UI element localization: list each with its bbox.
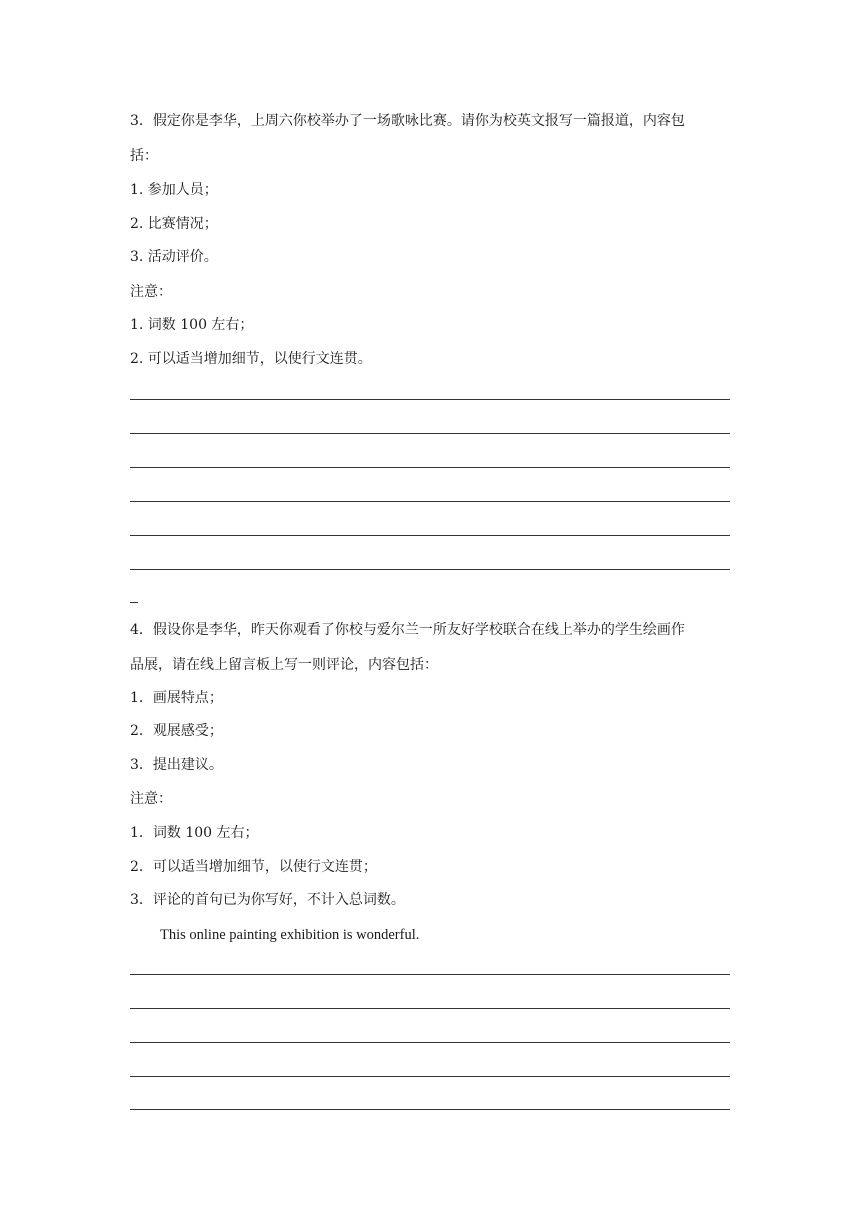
q4-note-1: 1．词数 100 左右； [130, 825, 259, 841]
q3-note-1: 1. 词数 100 左右； [130, 317, 254, 333]
q4-answer-line[interactable] [130, 1109, 730, 1110]
q4-prompt-line-1: 4．假设你是李华，昨天你观看了你校与爱尔兰一所友好学校联合在线上举办的学生绘画作 [130, 622, 685, 638]
q4-item-2: 2．观展感受； [130, 723, 223, 739]
q4-prompt-line-2: 品展，请在线上留言板上写一则评论，内容包括： [130, 657, 438, 673]
q4-answer-line[interactable] [130, 1076, 730, 1077]
q3-prompt-line-1: 3．假定你是李华，上周六你校举办了一场歌咏比赛。请你为校英文报写一篇报道，内容包 [130, 113, 685, 129]
q4-note-2: 2．可以适当增加细节，以使行文连贯； [130, 859, 377, 875]
q3-note-2: 2. 可以适当增加细节，以使行文连贯。 [130, 351, 372, 367]
q4-answer-line[interactable] [130, 1008, 730, 1009]
q3-prompt-line-2: 括： [130, 148, 158, 164]
q4-answer-line[interactable] [130, 1042, 730, 1043]
q3-note-label: 注意： [130, 284, 172, 300]
q3-answer-line[interactable] [130, 501, 730, 502]
q4-item-1: 1．画展特点； [130, 690, 223, 706]
q3-answer-line-end [130, 602, 138, 603]
q4-answer-line[interactable] [130, 974, 730, 975]
q3-answer-line[interactable] [130, 467, 730, 468]
q4-item-3: 3．提出建议。 [130, 757, 223, 773]
q3-item-3: 3. 活动评价。 [130, 249, 218, 265]
q3-answer-line[interactable] [130, 535, 730, 536]
q3-answer-line[interactable] [130, 399, 730, 400]
q3-answer-line[interactable] [130, 433, 730, 434]
q3-item-1: 1. 参加人员； [130, 182, 218, 198]
q4-given-sentence: This online painting exhibition is wonderful. [160, 927, 420, 943]
q4-note-3: 3．评论的首句已为你写好，不计入总词数。 [130, 892, 405, 908]
q3-answer-line[interactable] [130, 569, 730, 570]
q3-item-2: 2. 比赛情况； [130, 216, 218, 232]
q4-note-label: 注意： [130, 791, 172, 807]
